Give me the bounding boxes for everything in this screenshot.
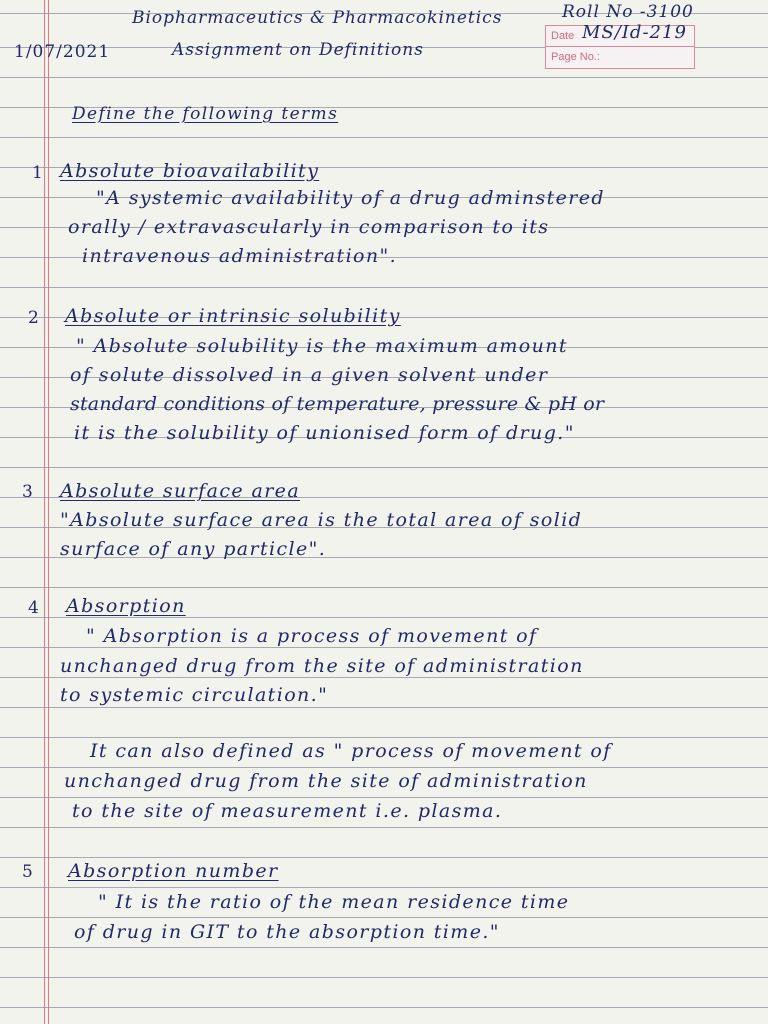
definition-number: 4 [28,598,39,618]
definition-line: of solute dissolved in a given solvent under [70,364,549,386]
intro-heading: Define the following terms [72,104,339,124]
definition-line: it is the solubility of unionised form of drug." [74,422,575,444]
definition-line: surface of any particle". [60,538,327,560]
assignment-title: Assignment on Definitions [172,40,424,60]
definition-term: Absorption number [68,860,279,882]
definition-line: " Absorption is a process of movement of [86,625,538,647]
definition-line: orally / extravascularly in comparison to its [68,216,550,238]
definition-number: 1 [32,163,43,183]
definition-line: standard conditions of temperature, pressure & pH or [70,393,605,415]
margin-line-right [48,0,49,1024]
date-label: Date [551,30,575,42]
definition-line: of drug in GIT to the absorption time." [74,921,500,943]
course-title: Biopharmaceutics & Pharmacokinetics [132,8,503,28]
definition-extra-line: unchanged drug from the site of administration [64,770,588,792]
roll-id: MS/Id-219 [582,22,687,43]
definition-line: " It is the ratio of the mean residence time [98,891,570,913]
definition-number: 3 [22,482,33,502]
definition-extra-line: It can also defined as " process of movement of [90,740,612,762]
definition-term: Absolute surface area [60,480,301,502]
definition-line: intravenous administration". [82,245,398,267]
assignment-date: 1/07/2021 [14,42,111,62]
margin-line-left [44,0,45,1024]
definition-line: "A systemic availability of a drug adminstered [96,187,605,209]
definition-term: Absorption [66,595,186,617]
definition-number: 2 [28,308,39,328]
definition-extra-line: to the site of measurement i.e. plasma. [72,800,503,822]
page-row [546,47,694,67]
definition-number: 5 [22,862,33,882]
definition-line: " Absolute solubility is the maximum amount [76,335,568,357]
page-label: Page No.: [551,51,600,63]
definition-line: to systemic circulation." [60,684,329,706]
definition-term: Absolute or intrinsic solubility [65,305,401,327]
definition-term: Absolute bioavailability [60,160,320,182]
definition-line: "Absolute surface area is the total area of solid [60,509,583,531]
definition-line: unchanged drug from the site of administration [60,655,584,677]
roll-number: Roll No -3100 [562,2,694,22]
